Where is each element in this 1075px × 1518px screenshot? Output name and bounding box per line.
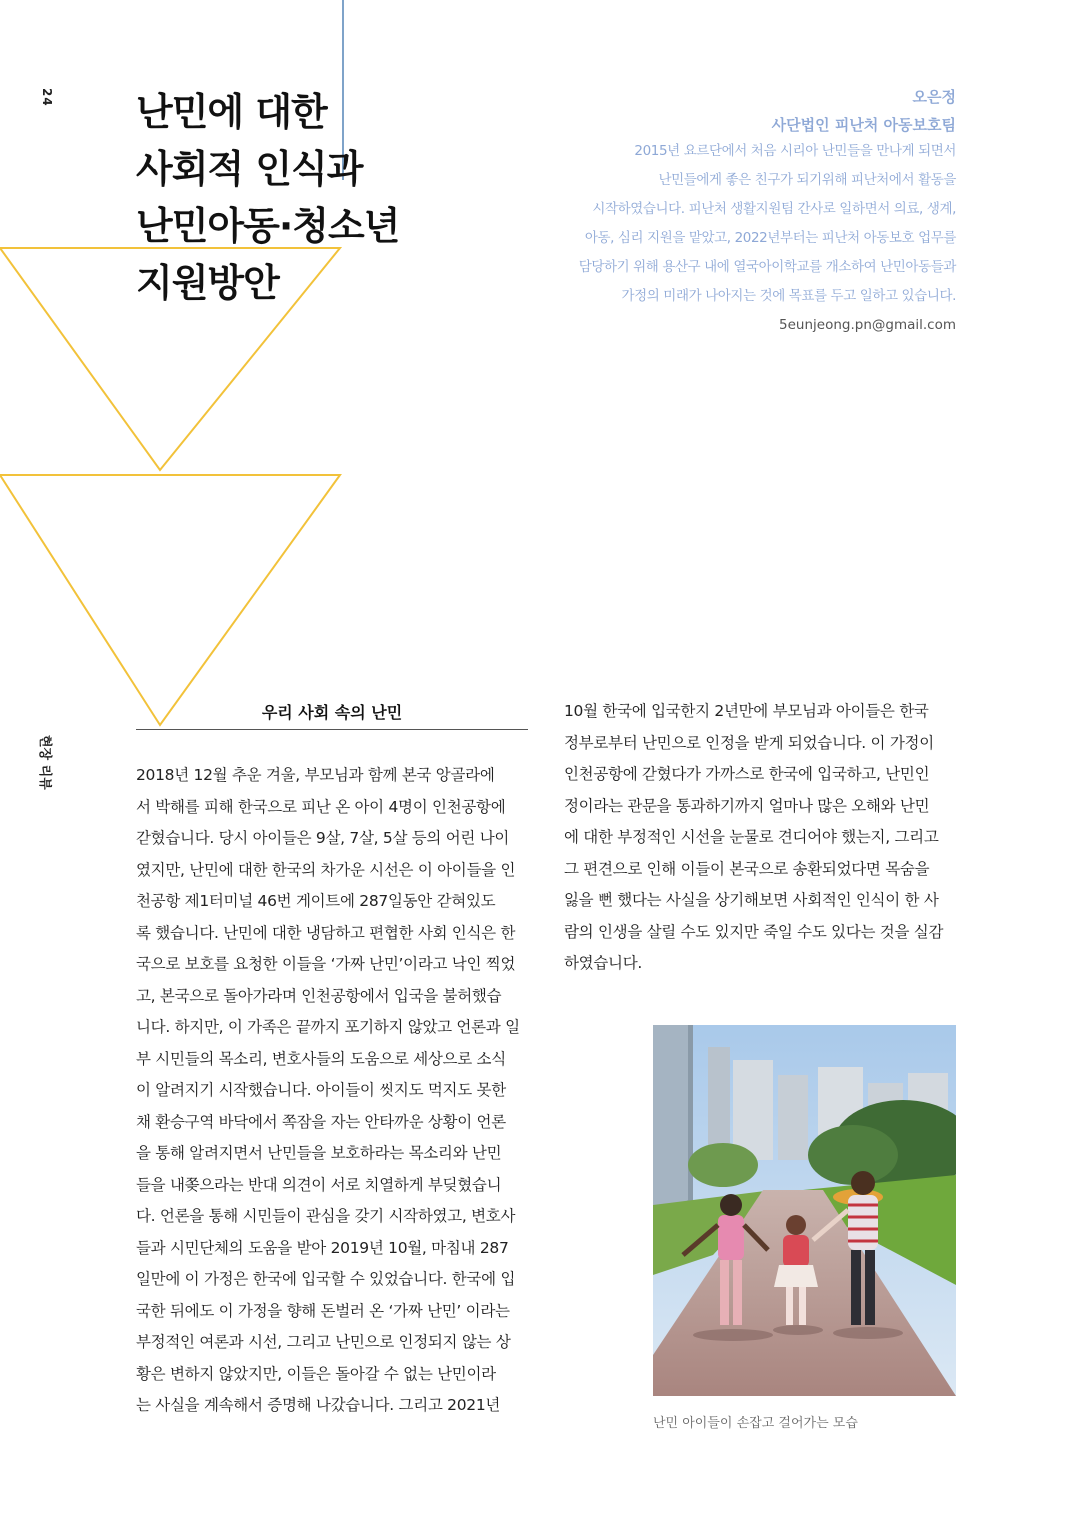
bio-line: 아동, 심리 지원을 맡았고, 2022년부터는 피난처 아동보호 업무를 [584,230,956,246]
author-email[interactable]: 5eunjeong.pn@gmail.com [779,317,956,333]
body-line: 을 통해 알려지면서 난민들을 보호하라는 목소리와 난민 [136,1144,502,1162]
body-line: 10월 한국에 입국한지 2년만에 부모님과 아이들은 한국 [564,702,929,720]
author-bio [516,137,956,311]
page-number: 24 [40,88,54,107]
bio-line: 담당하기 위해 용산구 내에 열국아이학교를 개소하여 난민아동들과 [578,259,956,275]
body-line: 들을 내쫒으라는 반대 의견이 서로 치열하게 부딪혔습니 [136,1175,502,1194]
body-line: 들과 시민단체의 도움을 받아 2019년 10월, 마침내 287 [136,1238,509,1257]
section-subheading: 우리 사회 속의 난민 [136,700,528,730]
body-line: 다. 언론을 통해 시민들이 관심을 갖기 시작하였고, 변호사 [136,1207,516,1225]
author-name: 오은정 [912,88,956,106]
title-line: 사회적 인식과 [136,147,363,191]
photo-illustration [653,1025,956,1396]
body-line: 황은 변하지 않았지만, 이들은 돌아갈 수 없는 난민이라 [136,1364,496,1383]
body-line: 고, 본국으로 돌아가라며 인천공항에서 입국을 불허했습 [136,986,502,1005]
body-line: 는 사실을 계속해서 증명해 나갔습니다. 그리고 2021년 [136,1396,501,1414]
body-line: 갇혔습니다. 당시 아이들은 9살, 7살, 5살 등의 어린 나이 [136,829,510,847]
bio-line: 2015년 요르단에서 처음 시리아 난민들을 만나게 되면서 [634,143,956,159]
bio-line: 난민들에게 좋은 친구가 되기위해 피난처에서 활동을 [658,172,956,188]
body-line: 인천공항에 갇혔다가 가까스로 한국에 입국하고, 난민인 [564,765,930,783]
body-line: 였지만, 난민에 대한 한국의 차가운 시선은 이 아이들을 인 [136,860,516,879]
author-info [516,86,956,340]
title-line: 난민아동·청소년 [136,204,400,248]
body-line: 람의 인생을 살릴 수도 있지만 죽일 수도 있다는 것을 실감 [564,922,944,941]
body-line: 천공항 제1터미널 46번 게이트에 287일동안 갇혀있도 [136,892,496,910]
body-line: 일만에 이 가정은 한국에 입국할 수 있었습니다. 한국에 입 [136,1270,516,1288]
title-line: 지원방안 [136,261,279,305]
body-line: 서 박해를 피해 한국으로 피난 온 아이 4명이 인천공항에 [136,797,506,816]
body-line: 잃을 뻔 했다는 사실을 상기해보면 사회적인 인식이 한 사 [564,891,939,909]
body-line: 채 환승구역 바닥에서 쪽잠을 자는 안타까운 상황이 언론 [136,1112,506,1131]
body-line: 부정적인 여론과 시선, 그리고 난민으로 인정되지 않는 상 [136,1333,511,1351]
bio-line: 시작하였습니다. 피난처 생활지원팀 간사로 일하면서 의료, 생계, [592,201,956,217]
body-line: 하였습니다. [564,954,642,972]
bio-line: 가정의 미래가 나아지는 것에 목표를 두고 일하고 있습니다. [621,288,956,304]
photo-caption: 난민 아이들이 손잡고 걸어가는 모습 [653,1416,858,1431]
article-title [136,84,436,312]
body-line: 이 알려지기 시작했습니다. 아이들이 씻지도 먹지도 못한 [136,1081,506,1099]
lower-triangle-outline [0,475,340,725]
body-line: 국한 뒤에도 이 가정을 향해 돈벌러 온 ‘가짜 난민’ 이라는 [136,1301,510,1320]
body-line: 그 편견으로 인해 이들이 본국으로 송환되었다면 목숨을 [564,859,930,878]
body-column-left [136,760,528,1422]
section-label: 현장 리뷰 [37,735,52,790]
body-line: 부 시민들의 목소리, 변호사들의 도움으로 세상으로 소식 [136,1049,506,1068]
children-walking-photo [653,1025,956,1396]
body-line: 정이라는 관문을 통과하기까지 얼마나 많은 오해와 난민 [564,796,930,815]
title-line: 난민에 대한 [136,90,327,134]
body-line: 국으로 보호를 요청한 이들을 ‘가짜 난민’이라고 낙인 찍었 [136,955,516,973]
body-line: 니다. 하지만, 이 가족은 끝까지 포기하지 않았고 언론과 일 [136,1018,520,1036]
author-organization: 사단법인 피난처 아동보호팀 [771,116,956,134]
body-column-right [564,696,956,980]
body-line: 록 했습니다. 난민에 대한 냉담하고 편협한 사회 인식은 한 [136,923,516,942]
body-line: 에 대한 부정적인 시선을 눈물로 견디어야 했는지, 그리고 [564,828,939,846]
body-line: 정부로부터 난민으로 인정을 받게 되었습니다. 이 가정이 [564,733,934,752]
body-line: 2018년 12월 추운 겨울, 부모님과 함께 본국 앙골라에 [136,766,495,784]
